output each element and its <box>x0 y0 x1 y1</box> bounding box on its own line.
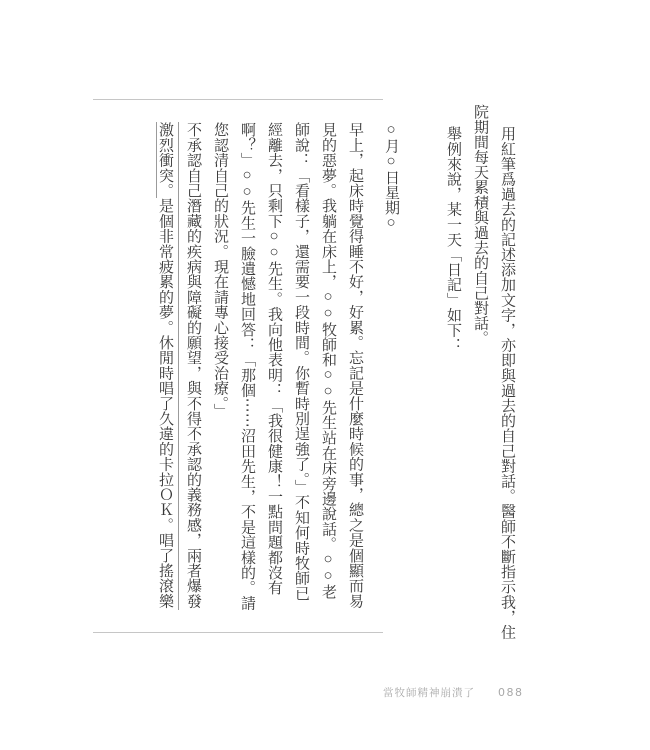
diary-column-7-emphasized: 不承認自己潛藏的疾病與障礙的願望，與不得不承認的義務感，兩者爆發 <box>178 122 206 610</box>
intro-column-1: 用紅筆爲過去的記述添加文字，亦即與過去的自己對話。醫師不斷指示我，住 <box>499 126 515 640</box>
diary-column-5: 啊？」○○先生一臉遺憾地回答：「那個⋯⋯沼田先生，不是這樣的。請 <box>239 122 255 611</box>
diary-column-3: 師說：「看樣子，還需要一段時間。你暫時別逞強了。」不知何時牧師已 <box>293 122 309 601</box>
page-footer <box>383 685 524 700</box>
footer-page-number: 088 <box>498 686 524 699</box>
diary-column-6: 您認清自己的狀況。現在請專心接受治療。」 <box>212 122 228 419</box>
diary-column-1: 早上，起床時覺得睡不好，好累。忘記是什麼時候的事，總之是個顯而易 <box>347 122 363 609</box>
intro-column-2: 院期間每天累積與過去的自己對話。 <box>472 104 488 346</box>
diary-column-8-rest: 是個非常疲累的夢。休閒時唱了久違的卡拉ＯＫ。唱了搖滾樂 <box>157 198 173 609</box>
diary-quote-top-rule <box>93 99 383 100</box>
intro-column-3: 舉例來說，某一天「日記」如下： <box>445 126 461 353</box>
diary-column-8 <box>151 122 178 610</box>
footer-chapter-title: 當牧師精神崩潰了 <box>383 688 475 699</box>
diary-column-4: 經離去，只剩下○○先生。我向他表明：「我很健康！一點問題都沒有 <box>266 122 282 596</box>
diary-column-2: 見的惡夢。我躺在床上，○○牧師和○○先生站在床旁邊說話。○○老 <box>320 122 336 600</box>
diary-quote-block <box>151 122 404 610</box>
diary-quote-bottom-rule <box>93 632 383 633</box>
diary-emphasized-phrase: 激烈衝突。 <box>157 122 173 198</box>
intro-paragraphs <box>439 104 520 639</box>
diary-date-line: ○月○日星期○ <box>383 122 399 232</box>
